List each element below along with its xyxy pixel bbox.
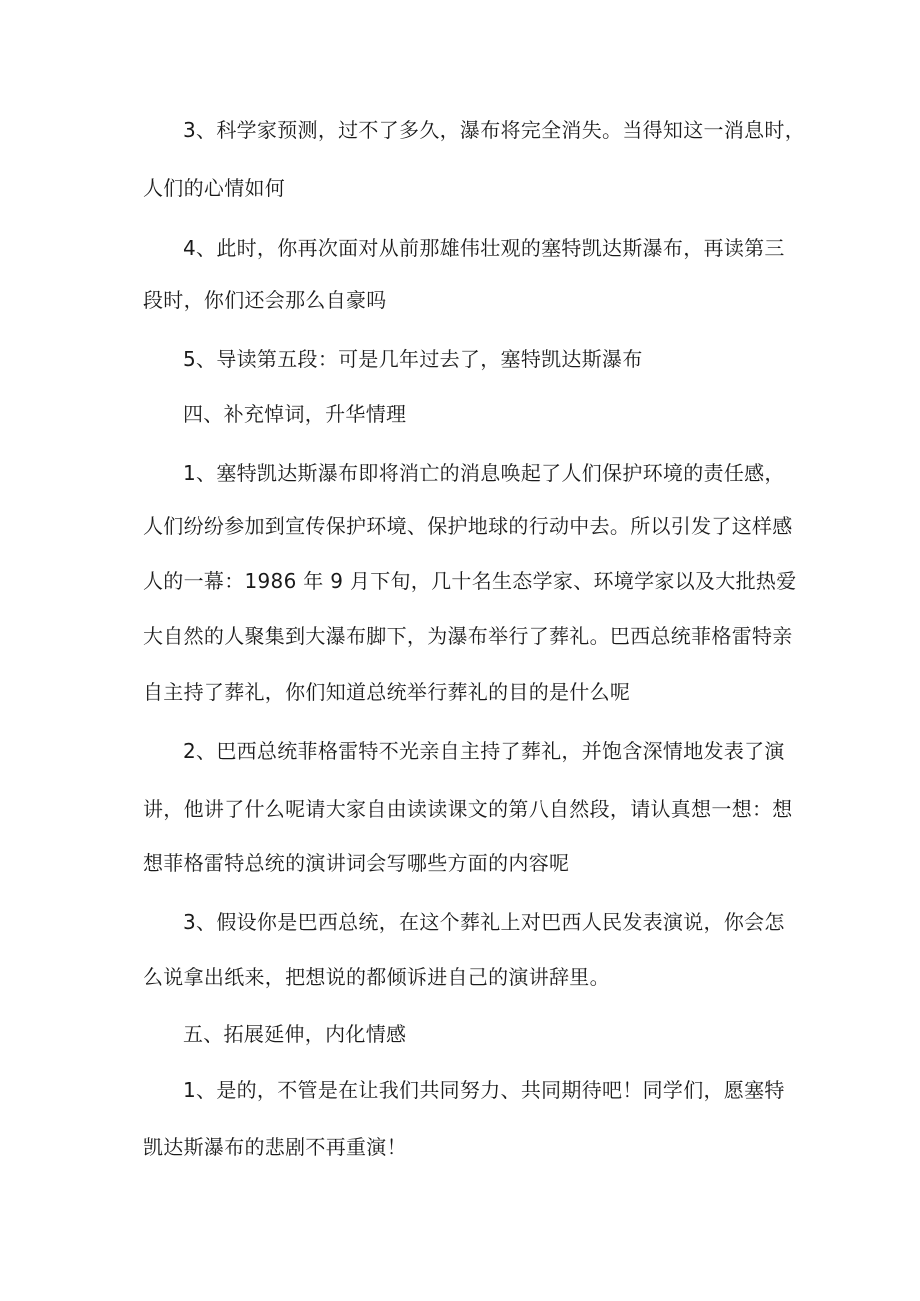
paragraph-line: 么说拿出纸来，把想说的都倾诉进自己的演讲辞里。 <box>143 965 610 989</box>
section-heading: 五、拓展延伸，内化情感 <box>183 1022 407 1046</box>
paragraph-line: 想菲格雷特总统的演讲词会写哪些方面的内容呢 <box>143 851 570 875</box>
section-heading: 四、补充悼词，升华情理 <box>183 402 407 426</box>
paragraph-line: 2、巴西总统菲格雷特不光亲自主持了葬礼，并饱含深情地发表了演 <box>183 739 785 763</box>
paragraph-line: 3、假设你是巴西总统，在这个葬礼上对巴西人民发表演说，你会怎 <box>183 910 785 934</box>
paragraph-line: 5、导读第五段：可是几年过去了，塞特凯达斯瀑布 <box>183 347 643 371</box>
paragraph-line: 段时，你们还会那么自豪吗 <box>143 288 387 312</box>
paragraph-line: 人们的心情如何 <box>143 176 286 200</box>
paragraph-line: 1、塞特凯达斯瀑布即将消亡的消息唤起了人们保护环境的责任感， <box>183 461 785 485</box>
paragraph-line: 人们纷纷参加到宣传保护环境、保护地球的行动中去。所以引发了这样感 <box>143 514 793 538</box>
paragraph-line: 凯达斯瀑布的悲剧不再重演！ <box>143 1135 407 1159</box>
paragraph-line: 3、科学家预测，过不了多久，瀑布将完全消失。当得知这一消息时， <box>183 118 806 142</box>
paragraph-line: 讲，他讲了什么呢请大家自由读读课文的第八自然段，请认真想一想：想 <box>143 797 793 821</box>
paragraph-line: 自主持了葬礼，你们知道总统举行葬礼的目的是什么呢 <box>143 680 631 704</box>
paragraph-line: 1、是的，不管是在让我们共同努力、共同期待吧！同学们，愿塞特 <box>183 1078 785 1102</box>
paragraph-line: 大自然的人聚集到大瀑布脚下，为瀑布举行了葬礼。巴西总统菲格雷特亲 <box>143 624 793 648</box>
paragraph-line: 4、此时，你再次面对从前那雄伟壮观的塞特凯达斯瀑布，再读第三 <box>183 236 785 260</box>
paragraph-line: 人的一幕：1986 年 9 月下旬，几十名生态学家、环境学家以及大批热爱 <box>143 569 797 593</box>
